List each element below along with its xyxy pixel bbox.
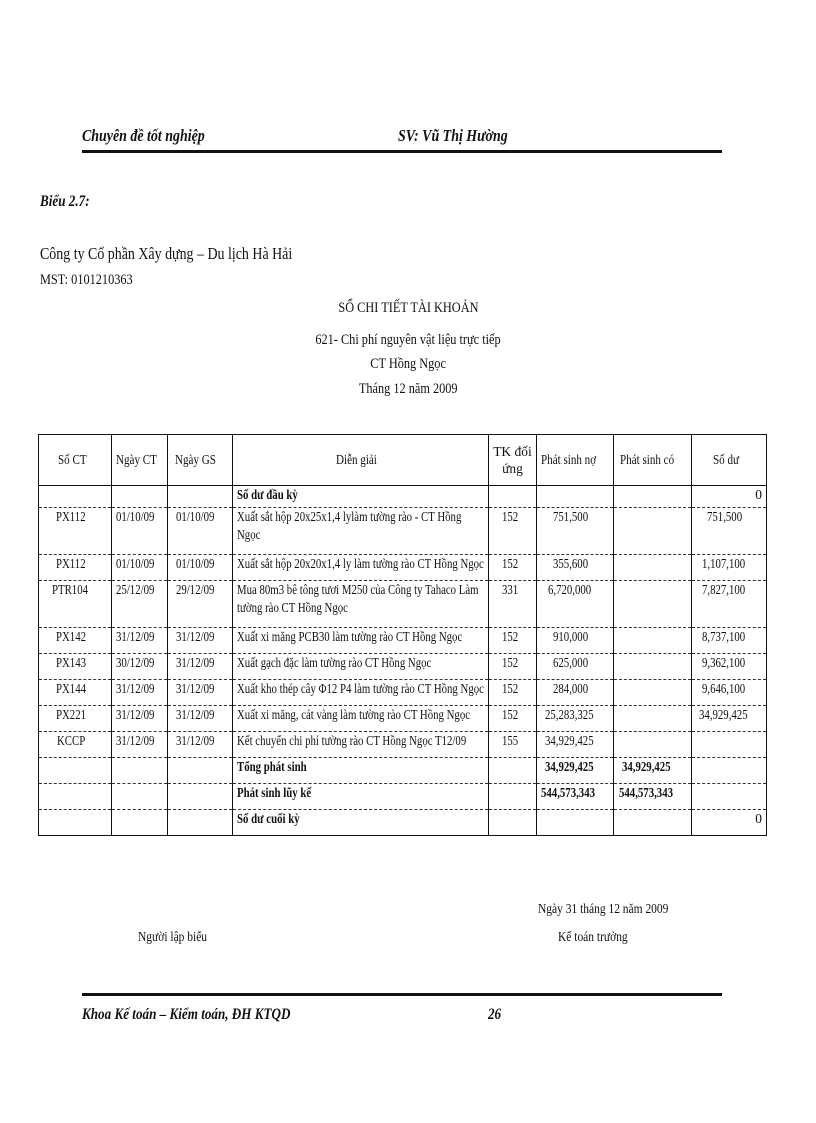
preparer-label: Người lập biểu [138,930,208,945]
table-row: PX112 01/10/09 01/10/09 Xuất sắt hộp 20x25x1,4 lylàm tường rào - CT Hồng Ngọc 152 751,500 751,500 [39,508,767,555]
signature-date: Ngày 31 tháng 12 năm 2009 [538,902,669,917]
ledger-table [38,434,767,836]
cumulative-debit: 544,573,343 [537,784,614,810]
table-row: KCCP 31/12/09 31/12/09 Kết chuyển chi phí tường rào CT Hồng Ngọc T12/09 155 34,929,425 [39,732,767,758]
report-title: SỔ CHI TIẾT TÀI KHOẢN [337,300,479,316]
col-header-tk-doi-ung: TK đối ứng [489,435,537,486]
opening-balance-row [39,486,767,508]
tax-code: MST: 0101210363 [40,272,133,288]
footer-rule [82,993,722,996]
closing-balance-row [39,810,767,836]
table-header-row [39,435,767,486]
col-header-ps-co: Phát sinh có [614,435,692,486]
table-row: PX112 01/10/09 01/10/09 Xuất sắt hộp 20x20x1,4 ly làm tường rào CT Hồng Ngọc 152 355,600 1,107,100 [39,555,767,581]
chief-accountant-label: Kế toán trưởng [558,930,628,945]
col-header-dien-giai: Diễn giải [233,435,489,486]
cumulative-row [39,784,767,810]
project-title: CT Hồng Ngọc [370,356,446,372]
table-row: PX144 31/12/09 31/12/09 Xuất kho thép cây Φ12 P4 làm tường rào CT Hồng Ngọc 152 284,000 9,646,100 [39,680,767,706]
table-row: PTR104 25/12/09 29/12/09 Mua 80m3 bê tông tươi M250 của Công ty Tahaco Làm tường rào CT Hồng Ngọc 331 6,720,000 7,827,100 [39,581,767,628]
opening-label: Số dư đầu kỳ [233,486,489,508]
col-header-so-du: Số dư [692,435,767,486]
header-rule [82,150,722,153]
header-left: Chuyên đề tốt nghiệp [82,126,205,145]
page-number: 26 [488,1006,502,1023]
cumulative-label: Phát sinh lũy kế [233,784,489,810]
table-row: PX221 31/12/09 31/12/09 Xuất xi măng, cát vàng làm tường rào CT Hồng Ngọc 152 25,283,325 34,929,425 [39,706,767,732]
total-credit: 34,929,425 [614,758,692,784]
figure-label: Biểu 2.7: [40,193,90,210]
closing-label: Số dư cuối kỳ [233,810,489,836]
col-header-so-ct: Số CT [39,435,112,486]
total-row [39,758,767,784]
total-label: Tổng phát sinh [233,758,489,784]
footer-left: Khoa Kế toán – Kiểm toán, ĐH KTQD [82,1006,291,1023]
col-header-ps-no: Phát sinh nợ [537,435,614,486]
table-row: PX143 30/12/09 31/12/09 Xuất gạch đặc làm tường rào CT Hồng Ngọc 152 625,000 9,362,100 [39,654,767,680]
cumulative-credit: 544,573,343 [614,784,692,810]
col-header-ngay-ct: Ngày CT [112,435,168,486]
company-name: Công ty Cổ phần Xây dựng – Du lịch Hà Hải [40,244,293,263]
total-debit: 34,929,425 [537,758,614,784]
table-row: PX142 31/12/09 31/12/09 Xuất xi măng PCB30 làm tường rào CT Hồng Ngọc 152 910,000 8,737,100 [39,628,767,654]
header-right: SV: Vũ Thị Hường [398,126,508,145]
col-header-ngay-gs: Ngày GS [168,435,233,486]
account-title: 621- Chi phí nguyên vật liệu trực tiếp [315,332,501,348]
closing-value: 0 [692,810,767,836]
opening-value: 0 [692,486,767,508]
period-title: Tháng 12 năm 2009 [358,381,458,397]
